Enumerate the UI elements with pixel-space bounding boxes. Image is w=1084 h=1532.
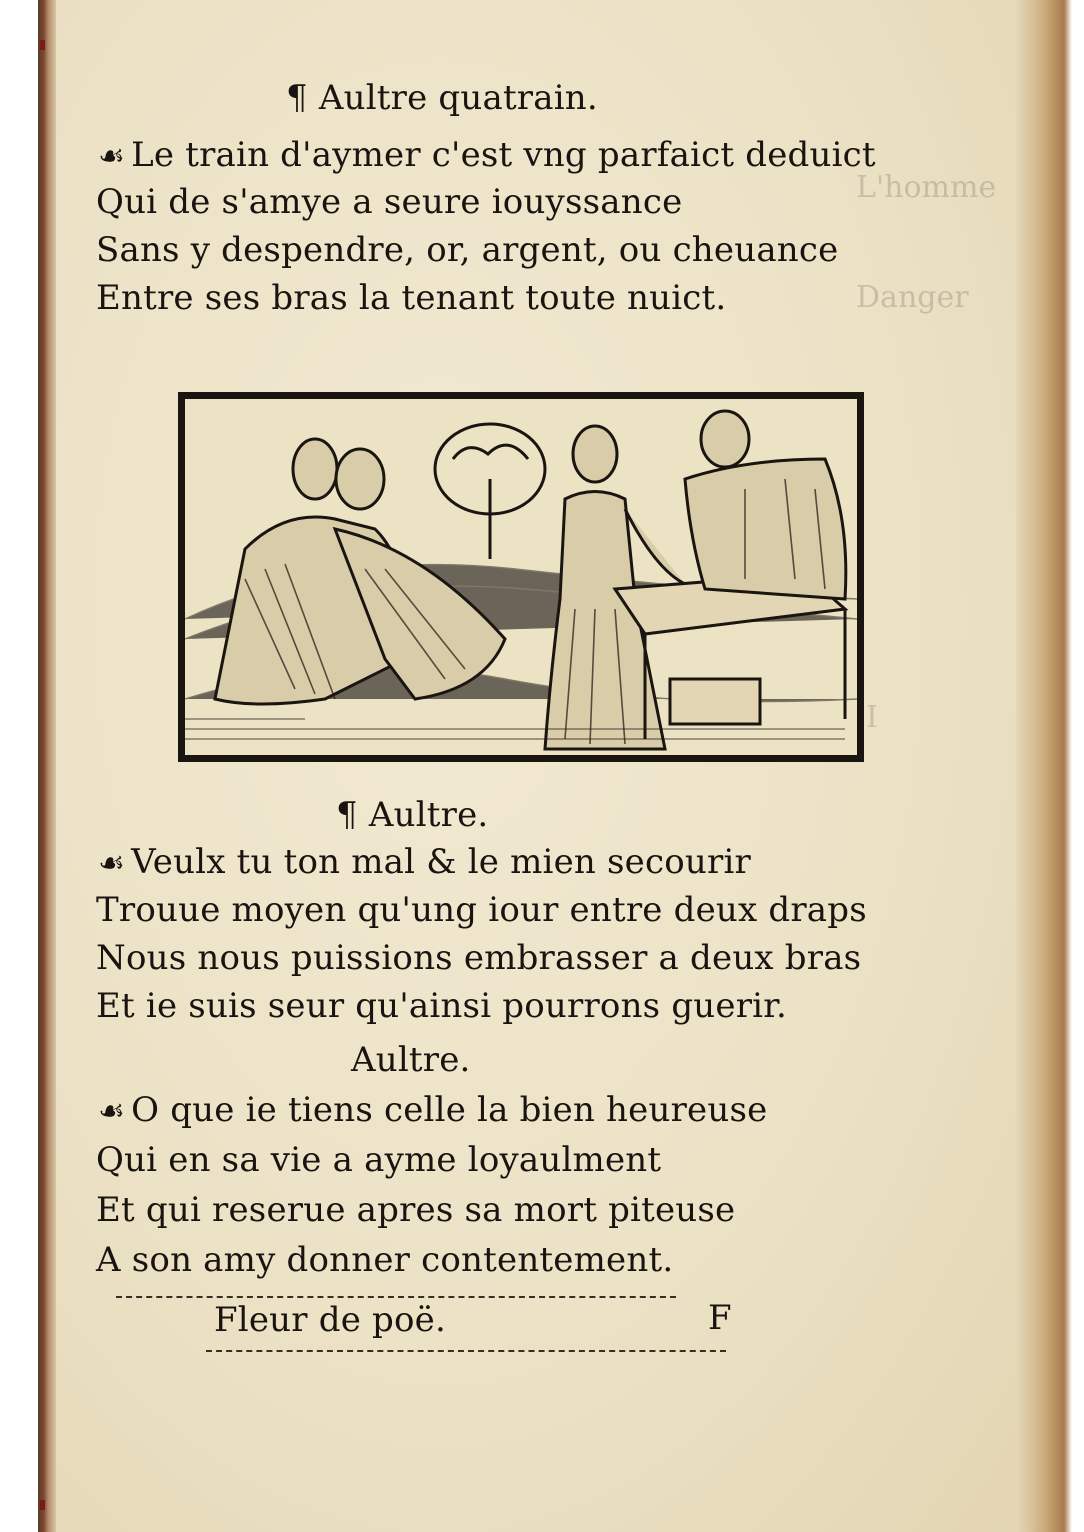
woodcut-image [185, 399, 857, 755]
poem-line: Qui de s'amye a seure iouyssance [96, 182, 683, 222]
poem-title: ¶ Aultre. [336, 795, 489, 835]
poem-line: Entre ses bras la tenant toute nuict. [96, 278, 727, 318]
fleuron-icon: ☙ [98, 139, 126, 174]
poem-line: Sans y despendre, or, argent, ou cheuance [96, 230, 839, 270]
poem-line: ☙ O que ie tiens celle la bien heureuse [98, 1090, 768, 1130]
show-through-text: L'homme [856, 170, 997, 205]
show-through-text: Danger [856, 280, 969, 315]
book-binding [0, 0, 62, 1532]
binding-stitch [40, 1500, 45, 1510]
footer-rule [116, 1296, 676, 1298]
signature-mark: F [708, 1298, 732, 1338]
page-edge [1012, 0, 1084, 1532]
poem-title: Aultre. [351, 1040, 471, 1080]
fleuron-icon: ☙ [98, 1094, 126, 1129]
poem-title: ¶ Aultre quatrain. [286, 78, 598, 118]
footer-rule [206, 1350, 726, 1352]
poem-line: ☙ Le train d'aymer c'est vng parfaict deduict [98, 135, 876, 175]
poem-line: Qui en sa vie a ayme loyaulment [96, 1140, 662, 1180]
show-through-text: I [866, 700, 878, 735]
woodcut-illustration [178, 392, 864, 762]
fleuron-icon: ☙ [98, 846, 126, 881]
running-title: Fleur de poë. [214, 1300, 447, 1340]
poem-line: Nous nous puissions embrasser a deux bras [96, 938, 862, 978]
book-page [56, 0, 1016, 1532]
poem-line: A son amy donner contentement. [96, 1240, 674, 1280]
poem-line: Trouue moyen qu'ung iour entre deux draps [96, 890, 867, 930]
poem-line: Et qui reserue apres sa mort piteuse [96, 1190, 736, 1230]
poem-line: ☙ Veulx tu ton mal & le mien secourir [98, 842, 751, 882]
poem-line: Et ie suis seur qu'ainsi pourrons guerir. [96, 986, 787, 1026]
binding-stitch [40, 40, 45, 50]
